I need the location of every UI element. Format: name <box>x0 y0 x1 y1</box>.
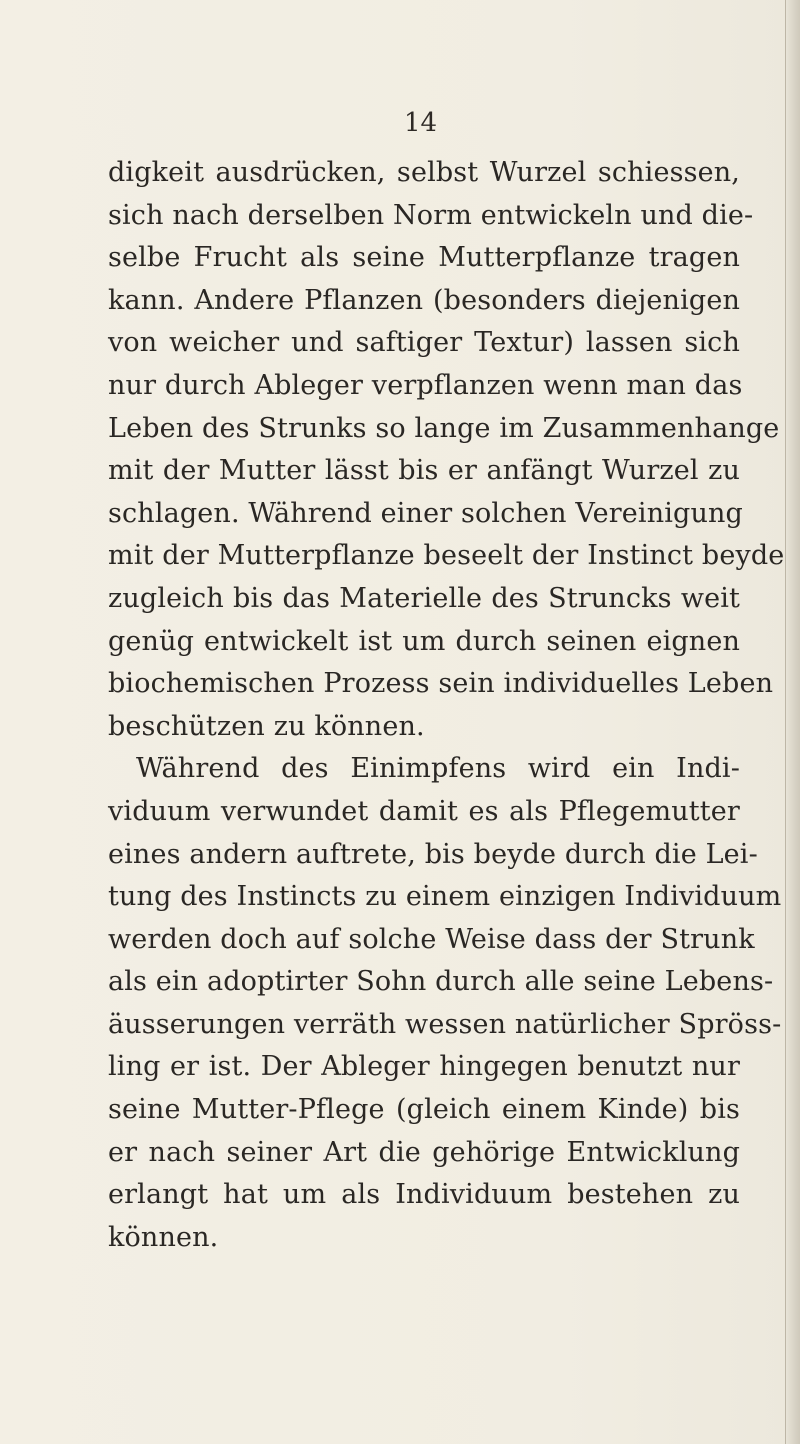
text-line: von weicher und saftiger Textur) lassen sich <box>108 327 740 359</box>
text-line: eines andern auftrete, bis beyde durch die Lei- <box>108 838 758 870</box>
text-line: nur durch Ableger verpflanzen wenn man das <box>108 369 743 401</box>
text-line: äusserungen verräth wessen natürlicher Spröss- <box>108 1008 782 1040</box>
text-line: mit der Mutter lässt bis er anfängt Wurzel zu <box>108 455 740 487</box>
text-line: Leben des Strunks so lange im Zusammenhange <box>108 412 780 444</box>
text-line: werden doch auf solche Weise dass der Strunk <box>108 923 755 955</box>
text-line: ling er ist. Der Ableger hingegen benutzt nur <box>108 1051 740 1083</box>
text-line: erlangt hat um als Individuum bestehen zu <box>108 1179 740 1211</box>
page-edge <box>785 0 800 1444</box>
body-text <box>108 152 785 1259</box>
text-line: tung des Instincts zu einem einzigen Individuum <box>108 881 782 913</box>
text-line: digkeit ausdrücken, selbst Wurzel schiessen, <box>108 157 740 188</box>
text-line: seine Mutter-Pflege (gleich einem Kinde) bis <box>108 1094 740 1126</box>
text-line: viduum verwundet damit es als Pflegemutter <box>108 795 740 827</box>
text-line: beschützen zu können. <box>108 710 425 742</box>
text-line: biochemischen Prozess sein individuelles Leben <box>108 668 774 700</box>
text-line: mit der Mutterpflanze beseelt der Instinct beyde <box>108 540 785 572</box>
text-line: er nach seiner Art die gehörige Entwicklung <box>108 1136 740 1168</box>
text-line: können. <box>108 1221 219 1253</box>
text-line: Während des Einimpfens wird ein Indi- <box>136 753 740 785</box>
page-number: 14 <box>404 108 438 138</box>
text-line: sich nach derselben Norm entwickeln und die- <box>108 199 754 231</box>
text-line: kann. Andere Pflanzen (besonders diejenigen <box>108 284 740 316</box>
text-line: als ein adoptirter Sohn durch alle seine Lebens- <box>108 966 774 998</box>
text-line: selbe Frucht als seine Mutterpflanze tragen <box>108 242 740 274</box>
text-line: genüg entwickelt ist um durch seinen eignen <box>108 625 740 657</box>
text-line: zugleich bis das Materielle des Struncks weit <box>108 582 740 614</box>
text-line: schlagen. Während einer solchen Vereinigung <box>108 497 743 529</box>
